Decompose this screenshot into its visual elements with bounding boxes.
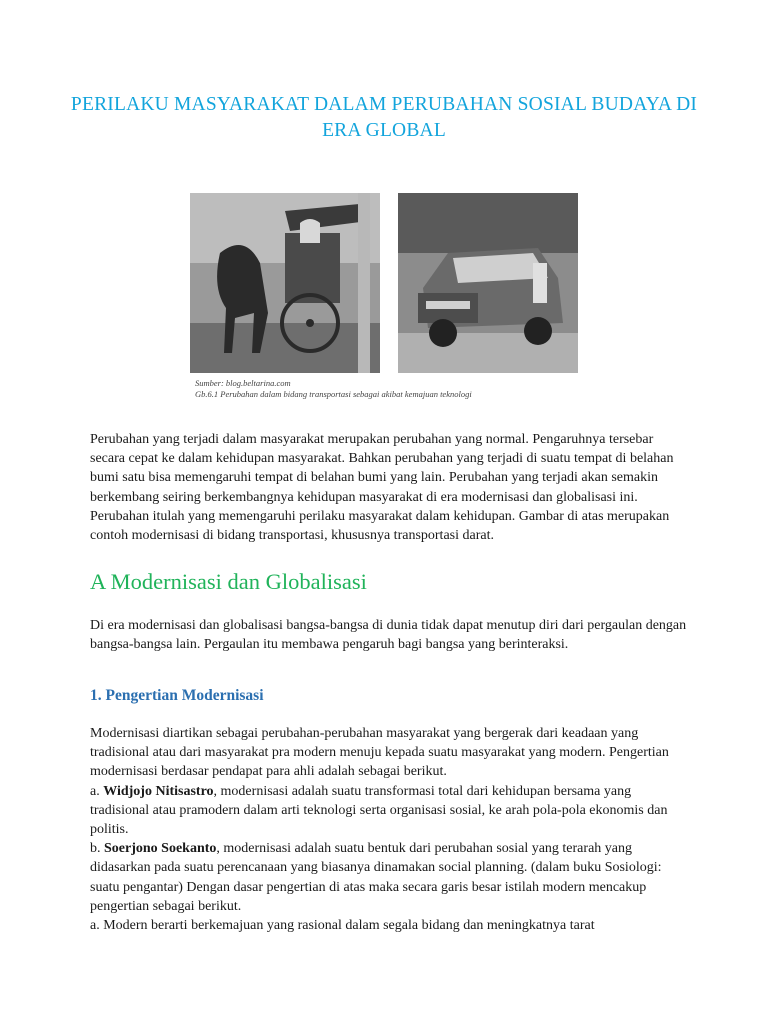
figure <box>190 193 580 413</box>
jeep-car-photo <box>398 193 578 373</box>
item-a-text: , modernisasi adalah suatu transformasi total dari kehidupan bersama yang tradisional atau pramodern dalam arti teknologi serta organisasi sosial, ke arah pola-pola ekonomis dan politis. <box>90 783 668 838</box>
expert-name-b: Soerjono Soekanto <box>104 841 217 857</box>
horse-cart-photo <box>190 193 380 373</box>
item-a-prefix: a. <box>90 783 104 799</box>
page-title: PERILAKU MASYARAKAT DALAM PERUBAHAN SOSIAL BUDAYA DI ERA GLOBAL <box>70 94 698 141</box>
section-heading: A Modernisasi dan Globalisasi <box>90 569 367 594</box>
section-paragraph: Di era modernisasi dan globalisasi bangsa-bangsa di dunia tidak dapat menutup diri dari pergaulan dengan bangsa-bangsa lain. Pergaulan itu membawa pengaruh bagi bangsa yang berinteraksi. <box>90 618 687 653</box>
intro-paragraph: Perubahan yang terjadi dalam masyarakat merupakan perubahan yang normal. Pengaruhnya tersebar secara cepat ke dalam kehidupan masyarakat. Bahkan perubahan yang terjadi di suatu tempat di belahan bumi satu bisa memengaruhi tempat di belahan bumi yang lain. Perubahan yang terjadi akan semakin berkembang seiring berkembangnya kehidupan masyarakat di era modernisasi dan globalisasi ini. Perubahan itulah yang memengaruhi perilaku masyarakat dalam kehidupan. Gambar di atas merupakan contoh modernisasi di bidang transportasi, khususnya transportasi darat. <box>90 432 674 544</box>
subsection-heading: 1. Pengertian Modernisasi <box>90 687 264 704</box>
figure-caption: Gb.6.1 Perubahan dalam bidang transportasi sebagai akibat kemajuan teknologi <box>195 389 472 399</box>
figure-source: Sumber: blog.beltarina.com <box>195 378 291 388</box>
list-item-a: a. Modern berarti berkemajuan yang rasional dalam segala bidang dan meningkatnya tarat <box>90 918 595 934</box>
subsection-body <box>90 724 690 935</box>
modernisasi-definition: Modernisasi diartikan sebagai perubahan-perubahan masyarakat yang bergerak dari keadaan yang tradisional atau dari masyarakat pra modern menuju kepada suatu masyarakat yang modern. Pengertian modernisasi berdasar pendapat para ahli adalah sebagai berikut. <box>90 726 669 780</box>
item-b-text: , modernisasi adalah suatu bentuk dari perubahan sosial yang terarah yang didasarkan pada suatu perencanaan yang biasanya dinamakan social planning. (dalam buku Sosiologi: suatu pengantar) Dengan dasar pengertian di atas maka secara garis besar istilah modern mencakup pengertian sebagai berikut. <box>90 841 662 914</box>
item-b-prefix: b. <box>90 841 104 857</box>
expert-name-a: Widjojo Nitisastro <box>103 783 214 799</box>
